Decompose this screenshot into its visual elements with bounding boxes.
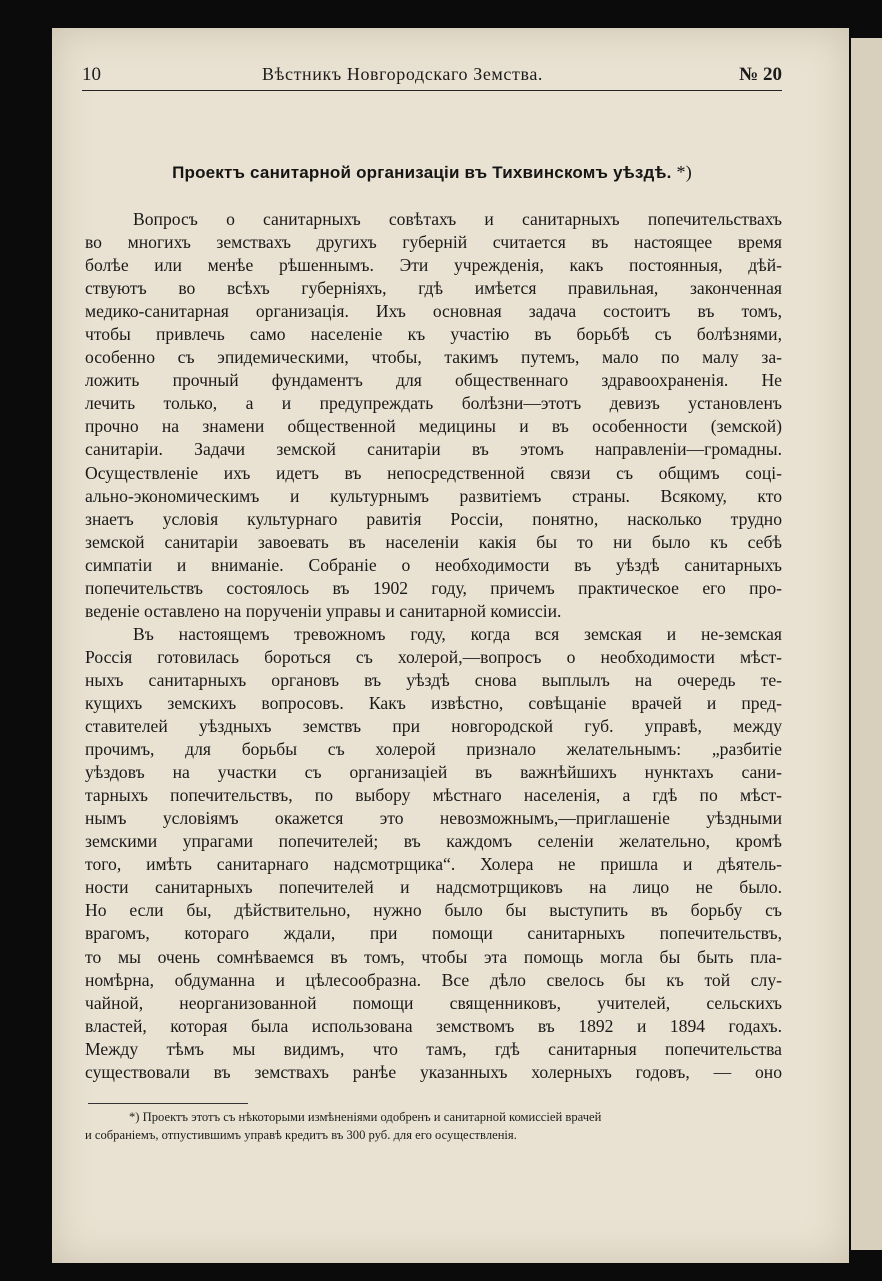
footnote-rule — [88, 1103, 248, 1104]
text-line: врагомъ, котораго ждали, при помощи санитарныхъ попечительствъ, — [85, 923, 782, 944]
text-line: Между тѣмъ мы видимъ, что тамъ, гдѣ санитарныя попечительства — [85, 1038, 782, 1059]
text-line: уѣздовъ на участки съ организаціей въ важнѣйшихъ нунктахъ сани- — [85, 762, 782, 783]
text-line: Но если бы, дѣйствительно, нужно было бы выступить въ борьбу съ — [85, 900, 782, 921]
text-line: болѣе или менѣе рѣшеннымъ. Эти учрежденія, какъ постоянныя, дѣй- — [85, 255, 782, 276]
article-title-text: Проектъ санитарной организаціи въ Тихвинскомъ уѣздѣ. — [172, 163, 672, 182]
text-line: то мы очень сомнѣваемся въ томъ, чтобы эта помощь могла бы быть пла- — [85, 946, 782, 967]
text-line: во многихъ земствахъ другихъ губерній считается въ настоящее время — [85, 232, 782, 253]
footnote-line: *) Проектъ этотъ съ нѣкоторыми измѣненіями одобренъ и санитарной комиссіей врачей — [129, 1110, 602, 1124]
text-line: властей, которая была использована земствомъ въ 1892 и 1894 годахъ. — [85, 1015, 782, 1036]
text-line: медико-санитарная организація. Ихъ основная задача состоитъ въ томъ, — [85, 301, 782, 322]
text-line: земскими упрагами попечителей; въ каждомъ селеніи желательно, кромѣ — [85, 831, 782, 852]
text-line: тарныхъ попечительствъ, по выбору мѣстнаго населенія, а гдѣ по мѣст- — [85, 785, 782, 806]
text-line: чайной, неорганизованной помощи священниковъ, учителей, сельскихъ — [85, 992, 782, 1013]
text-line: земской санитаріи завоевать въ населеніи какія бы то ни было къ себѣ — [85, 531, 782, 552]
footnote-line: и собраніемъ, отпустившимъ управѣ кредитъ въ 300 руб. для его осуществленія. — [85, 1128, 517, 1142]
text-line: ставителей уѣздныхъ земствъ при новгородской губ. управѣ, между — [85, 716, 782, 737]
text-line: кущихъ земскихъ вопросовъ. Какъ извѣстно, совѣщаніе врачей и пред- — [85, 692, 782, 713]
text-line: лечить только, а и предупреждать болѣзни—этотъ девизъ установленъ — [85, 393, 782, 414]
footnote — [85, 1108, 782, 1144]
journal-title: Вѣстникъ Новгородскаго Земства. — [262, 64, 544, 84]
text-line: знаетъ условія культурнаго равитія Россіи, понятно, насколько трудно — [85, 508, 782, 529]
issue-number: № 20 — [739, 64, 782, 85]
text-line: Въ настоящемъ тревожномъ году, когда вся земская и не-земская — [133, 623, 782, 644]
text-line: ально-экономическимъ и культурнымъ развитіемъ страны. Всякому, кто — [85, 485, 782, 506]
page-number: 10 — [82, 64, 101, 85]
text-line: ствуютъ во всѣхъ губерніяхъ, гдѣ имѣется правильная, законченная — [85, 278, 782, 299]
footnote-marker: *) — [676, 162, 692, 182]
text-line: ложить прочный фундаментъ для общественнаго здравоохраненія. Не — [85, 370, 782, 391]
text-line: ности санитарныхъ попечителей и надсмотрщиковъ на лицо не было. — [85, 877, 782, 898]
adjacent-page-edge — [851, 38, 882, 1250]
text-line: нымъ условіямъ окажется это невозможнымъ,—приглашеніе уѣздными — [85, 808, 782, 829]
text-line: особенно съ эпидемическими, чтобы, такимъ путемъ, мало по малу за- — [85, 347, 782, 368]
article-body — [85, 208, 782, 1084]
text-line: номѣрна, обдуманна и цѣлесообразна. Все дѣло свелось бы къ той слу- — [85, 969, 782, 990]
text-line: прочно на знамени общественной медицины и въ особенности (земской) — [85, 416, 782, 437]
text-line: существовали въ земствахъ ранѣе указанныхъ холерныхъ годовъ, — оно — [85, 1061, 782, 1082]
paragraph — [85, 623, 782, 1084]
text-line: веденіе оставлено на порученіи управы и санитарной комиссіи. — [85, 600, 562, 621]
text-line: Россія готовилась бороться съ холерой,—вопросъ о необходимости мѣст- — [85, 646, 782, 667]
running-header — [82, 64, 782, 91]
article-title — [82, 162, 782, 183]
text-line: Осуществленіе ихъ идетъ въ непосредственной связи съ общимъ соці- — [85, 462, 782, 483]
text-line: прочимъ, для борьбы съ холерой признало желательнымъ: „разбитіе — [85, 739, 782, 760]
text-line: ныхъ санитарныхъ органовъ въ уѣздѣ снова выплылъ на очередь те- — [85, 669, 782, 690]
text-line: Вопросъ о санитарныхъ совѣтахъ и санитарныхъ попечительствахъ — [133, 209, 782, 229]
text-line: симпатіи и вниманіе. Собраніе о необходимости въ уѣздѣ санитарныхъ — [85, 554, 782, 575]
paragraph — [85, 208, 782, 623]
text-line: санитаріи. Задачи земской санитаріи въ этомъ направленіи—громадны. — [85, 439, 782, 460]
text-line: чтобы привлечь само населеніе къ участію въ борьбѣ съ болѣзнями, — [85, 324, 782, 345]
text-line: того, имѣть санитарнаго надсмотрщика“. Холера не пришла и дѣятель- — [85, 854, 782, 875]
text-line: попечительствъ состоялось въ 1902 году, причемъ практическое его про- — [85, 577, 782, 598]
